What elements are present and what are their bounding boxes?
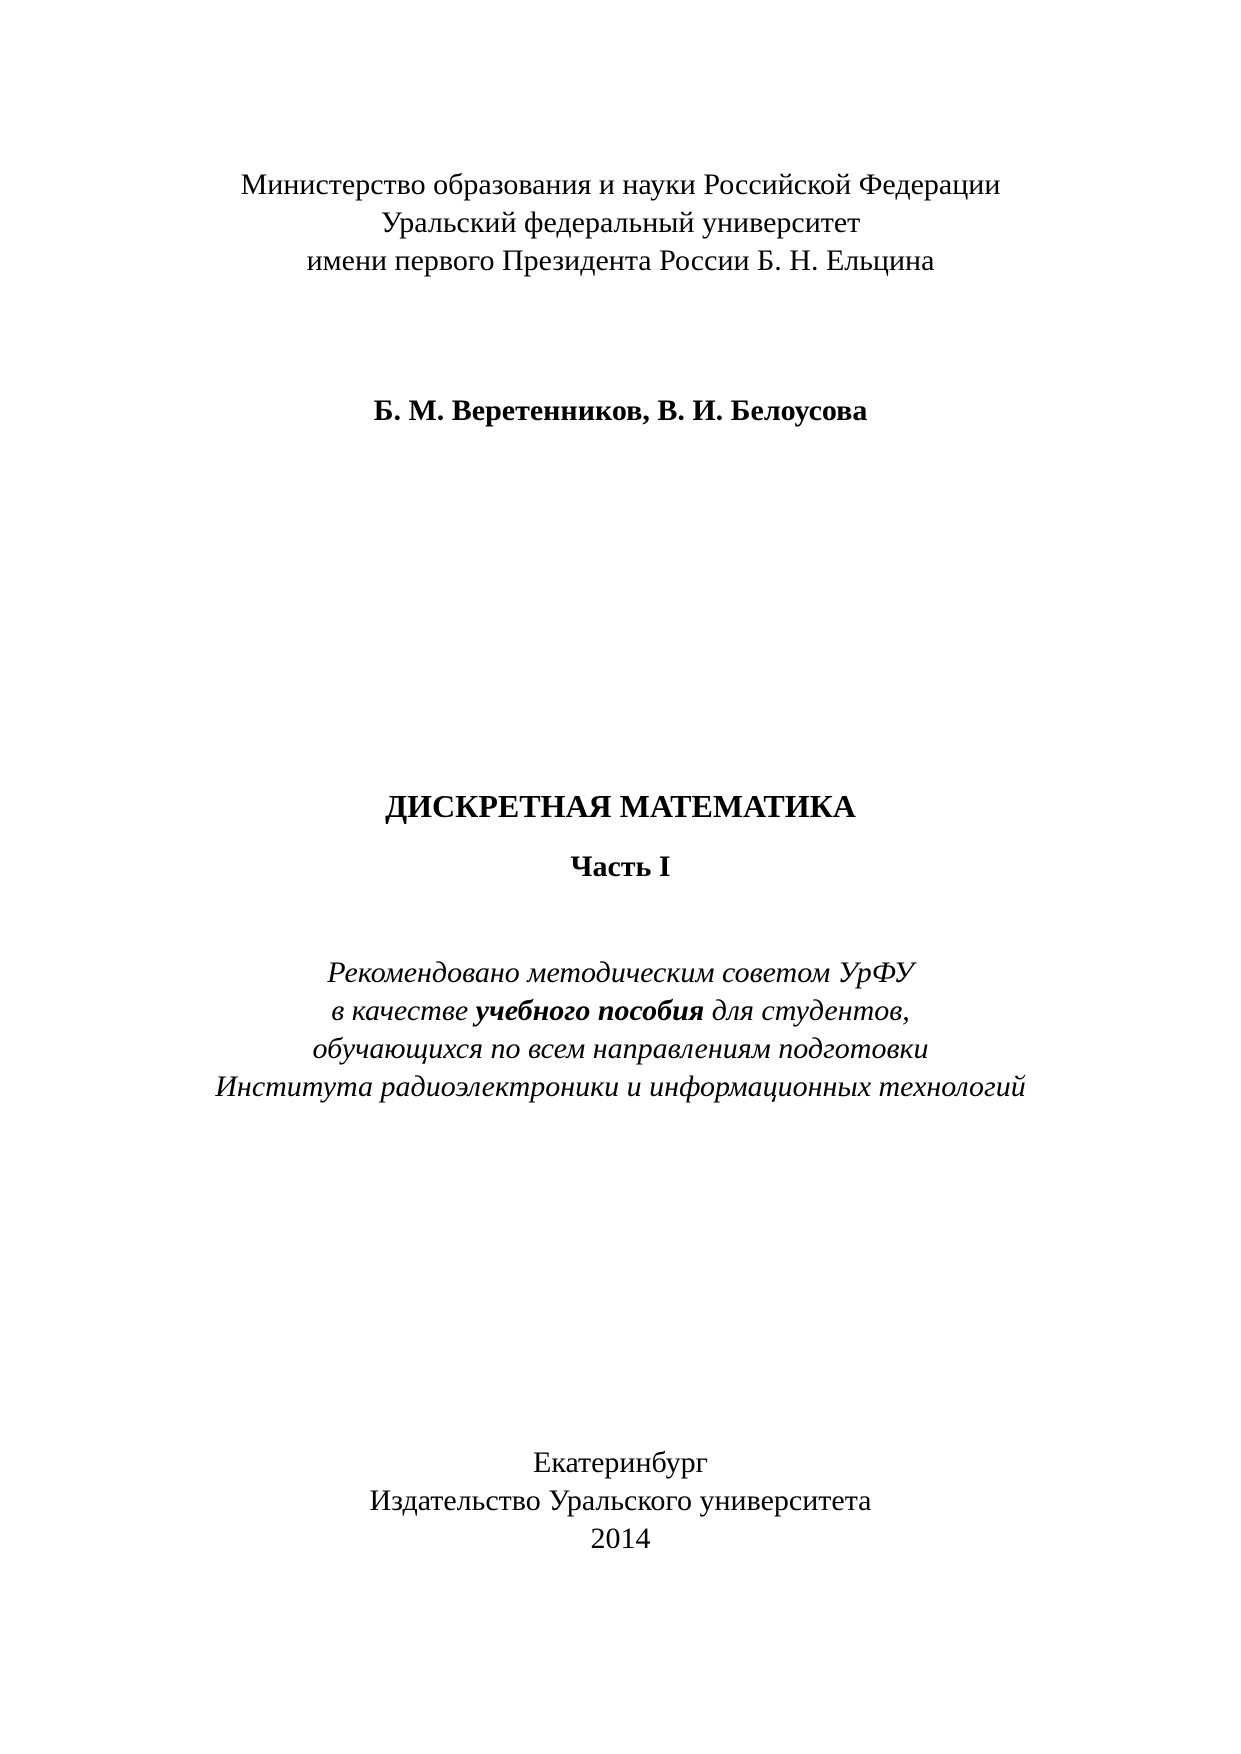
institution-header	[0, 166, 1241, 280]
university-name-line: имени первого Президента России Б. Н. Ельцина	[306, 244, 935, 277]
imprint-city: Екатеринбург	[533, 1446, 708, 1479]
ministry-line: Министерство образования и науки Российской Федерации	[240, 168, 1001, 201]
recommendation-line-2-end: для студентов,	[704, 994, 910, 1027]
book-part: Часть I	[570, 850, 671, 883]
recommendation-line-2	[0, 992, 1241, 1030]
recommendation-note	[0, 954, 1241, 1106]
imprint-publisher: Издательство Уральского университета	[369, 1484, 872, 1517]
recommendation-emphasis: учебного пособия	[475, 994, 705, 1027]
imprint-year: 2014	[590, 1522, 651, 1555]
recommendation-line-2-start: в качестве	[331, 994, 476, 1027]
recommendation-line-1: Рекомендовано методическим советом УрФУ	[327, 956, 914, 989]
book-title: ДИСКРЕТНАЯ МАТЕМАТИКА	[385, 788, 856, 824]
recommendation-line-4: Института радиоэлектроники и информационных технологий	[215, 1070, 1026, 1103]
authors: Б. М. Веретенников, В. И. Белоусова	[373, 394, 868, 427]
university-line: Уральский федеральный университет	[380, 206, 861, 239]
recommendation-line-3: обучающихся по всем направлениям подготовки	[312, 1032, 929, 1065]
imprint	[0, 1444, 1241, 1558]
